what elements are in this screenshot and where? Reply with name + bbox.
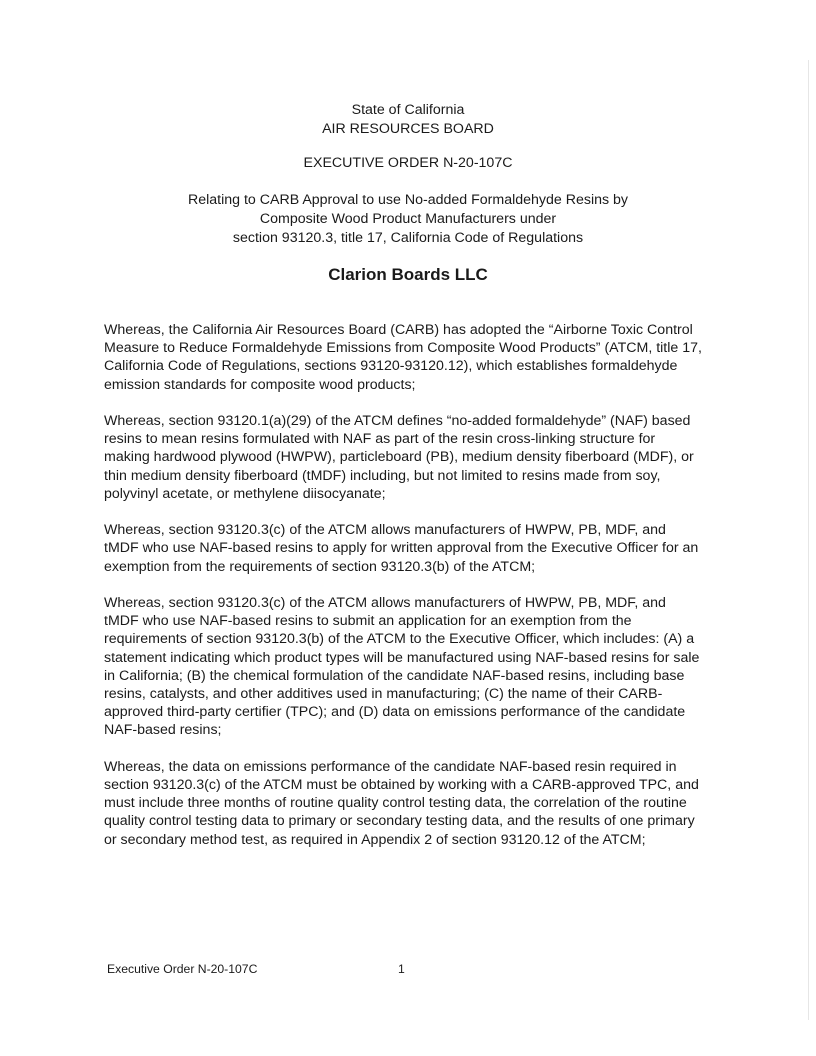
subject-line: Relating to CARB Approval to use No-added Formaldehyde Resins by — [187, 192, 629, 208]
document-header — [0, 101, 816, 139]
executive-order-title: EXECUTIVE ORDER N-20-107C — [303, 155, 513, 171]
whereas-paragraph: Whereas, the data on emissions performance of the candidate NAF-based resin required in section 93120.3(c) of the ATCM must be obtained by working with a CARB-approved TPC, and must include three months of routine quality control testing data, the correlation of the routine quality control testing data to primary or secondary testing data, and the results of one primary or secondary method test, as required in Appendix 2 of section 93120.12 of the ATCM; — [104, 758, 699, 848]
whereas-paragraph: Whereas, section 93120.3(c) of the ATCM allows manufacturers of HWPW, PB, MDF, and tMDF who use NAF-based resins to submit an application for an exemption from the requirements of section 93120.3(b) of the ATCM to the Executive Officer, which includes: (A) a statement indicating which product types will be manufactured using NAF-based resins for sale in California; (B) the chemical formulation of the candidate NAF-based resins, including base resins, catalysts, and other additives used in manufacturing; (C) the name of their CARB-approved third-party certifier (TPC); and (D) data on emissions performance of the candidate NAF-based resins; — [104, 595, 700, 739]
subject-line: section 93120.3, title 17, California Code of Regulations — [232, 230, 584, 246]
order-subject — [0, 191, 816, 248]
whereas-paragraph: Whereas, section 93120.1(a)(29) of the ATCM defines “no-added formaldehyde” (NAF) based resins to mean resins formulated with NAF as part of the resin cross-linking structure for making hardwood plywood (HWPW), particleboard (PB), medium density fiberboard (MDF), or thin medium density fiberboard (tMDF) including, but not limited to resins made from soy, polyvinyl acetate, or methylene diisocyanate; — [104, 413, 694, 502]
board-name: AIR RESOURCES BOARD — [322, 121, 494, 137]
whereas-paragraph: Whereas, the California Air Resources Board (CARB) has adopted the “Airborne Toxic Control Measure to Reduce Formaldehyde Emissions from Composite Wood Products” (ATCM, title 17, California Code of Regulations, sections 93120-93120.12), which establishes formaldehyde emission standards for composite wood products; — [104, 322, 702, 393]
document-body — [104, 321, 704, 867]
whereas-paragraph: Whereas, section 93120.3(c) of the ATCM allows manufacturers of HWPW, PB, MDF, and tMDF who use NAF-based resins to apply for written approval from the Executive Officer for an exemption from the requirements of section 93120.3(b) of the ATCM; — [104, 522, 699, 575]
subject-line: Composite Wood Product Manufacturers under — [259, 211, 557, 227]
company-name: Clarion Boards LLC — [328, 265, 488, 284]
footer-order-label: Executive Order N-20-107C — [107, 962, 258, 976]
page-number: 1 — [398, 962, 405, 976]
state-name: State of California — [351, 102, 465, 118]
